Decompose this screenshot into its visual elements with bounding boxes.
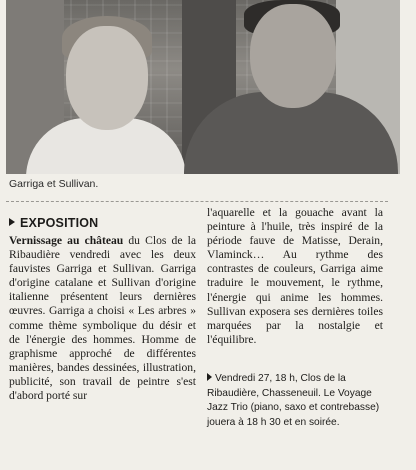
section-kicker [9, 216, 98, 230]
triangle-bullet-icon [9, 218, 15, 226]
photo [6, 0, 400, 174]
article-column-left [9, 234, 196, 403]
article-column-right [207, 206, 383, 347]
event-info [207, 372, 383, 430]
person-right-head [250, 4, 336, 108]
event-info-text: Vendredi 27, 18 h, Clos de la Ribaudière, Chasseneuil. Le Voyage Jazz Trio (piano, saxo et contrebasse) jouera à 18 h 30 et en soirée. [207, 373, 380, 428]
section-kicker-label: EXPOSITION [20, 216, 99, 230]
person-left-head [66, 26, 148, 130]
article-text-left: du Clos de la Ribaudière vendredi avec les deux fauvistes Garriga et Sullivan. Garriga d'origine catalane et Sullivan d'origine italienne présentent leurs dernières œuvres. Garriga a choisi « Les arbres » comme thème symbolique du désir et de l'énergie des hommes. Homme de graphisme approché de différentes manières, bandes dessinées, illustration, publicité, son travail de peintre s'est d'abord porté sur [9, 234, 197, 403]
photo-caption: Garriga et Sullivan. [9, 178, 99, 190]
article-text-right: l'aquarelle et la gouache avant la peinture à l'huile, très inspiré de la période fauve de Matisse, Derain, Vlaminck… Au rythme des contrastes de couleurs, Garriga aime traduire le mouvement, le rythme, l'énergie qui anime les hommes. Sullivan exposera ses dernières toiles marquées par la nostalgie et l'équilibre. [207, 206, 383, 346]
article-lead: Vernissage au château [9, 234, 124, 247]
triangle-bullet-icon [207, 373, 212, 381]
divider [6, 201, 388, 202]
